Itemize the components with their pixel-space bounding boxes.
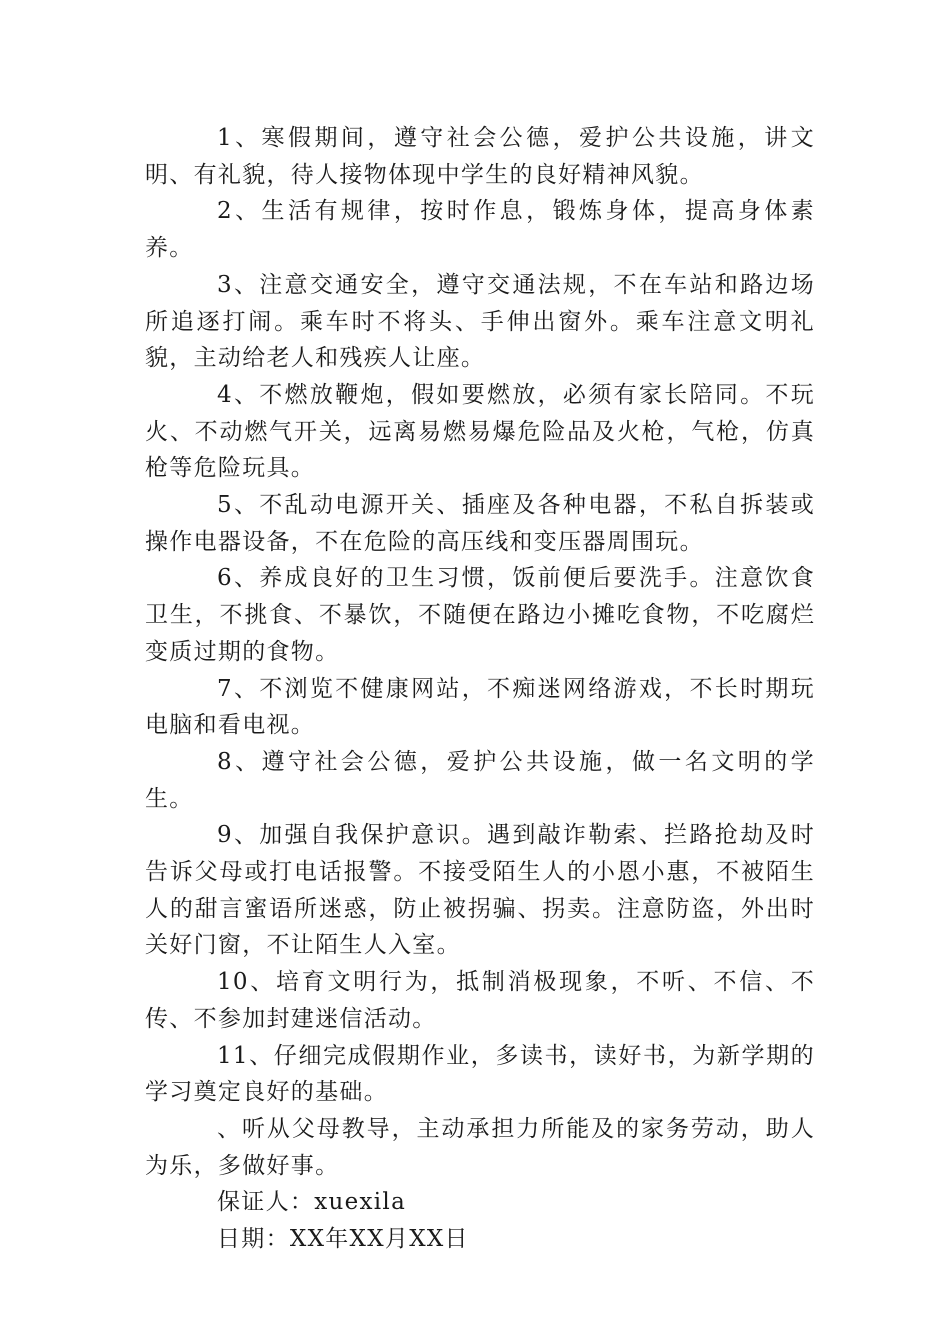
rule-paragraph-9: 9、加强自我保护意识。遇到敲诈勒索、拦路抢劫及时告诉父母或打电话报警。不接受陌生人的小恩小惠，不被陌生人的甜言蜜语所迷惑，防止被拐骗、拐卖。注意防盗，外出时关好门窗，不让陌生人入室。	[145, 822, 815, 959]
rule-paragraph-6: 6、养成良好的卫生习惯，饭前便后要洗手。注意饮食卫生，不挑食、不暴饮，不随便在路边小摊吃食物，不吃腐烂变质过期的食物。	[145, 565, 815, 665]
rule-paragraph-2: 2、生活有规律，按时作息，锻炼身体，提高身体素养。	[145, 198, 815, 262]
guarantor-line: 保证人：xuexila	[217, 1189, 407, 1216]
date-line: 日期：XX年XX月XX日	[217, 1226, 469, 1253]
rule-paragraph-3: 3、注意交通安全，遵守交通法规，不在车站和路边场所追逐打闹。乘车时不将头、手伸出窗外。乘车注意文明礼貌，主动给老人和残疾人让座。	[145, 271, 815, 372]
rule-paragraph-8: 8、遵守社会公德，爱护公共设施，做一名文明的学生。	[145, 748, 815, 812]
rule-paragraph-5: 5、不乱动电源开关、插座及各种电器，不私自拆装或操作电器设备，不在危险的高压线和变压器周围玩。	[145, 492, 815, 555]
rule-paragraph-11: 11、仔细完成假期作业，多读书，读好书，为新学期的学习奠定良好的基础。	[145, 1042, 815, 1106]
rule-paragraph-10: 10、培育文明行为，抵制消极现象，不听、不信、不传、不参加封建迷信活动。	[145, 969, 815, 1032]
rule-paragraph-12: 、听从父母教导，主动承担力所能及的家务劳动，助人为乐，多做好事。	[145, 1115, 815, 1179]
rule-paragraph-1: 1、寒假期间，遵守社会公德，爱护公共设施，讲文明、有礼貌，待人接物体现中学生的良好精神风貌。	[145, 125, 815, 188]
rule-paragraph-7: 7、不浏览不健康网站，不痴迷网络游戏，不长时期玩电脑和看电视。	[145, 675, 815, 739]
rule-paragraph-4: 4、不燃放鞭炮，假如要燃放，必须有家长陪同。不玩火、不动燃气开关，远离易燃易爆危险品及火枪，气枪，仿真枪等危险玩具。	[145, 381, 815, 482]
document-body	[145, 120, 815, 1258]
